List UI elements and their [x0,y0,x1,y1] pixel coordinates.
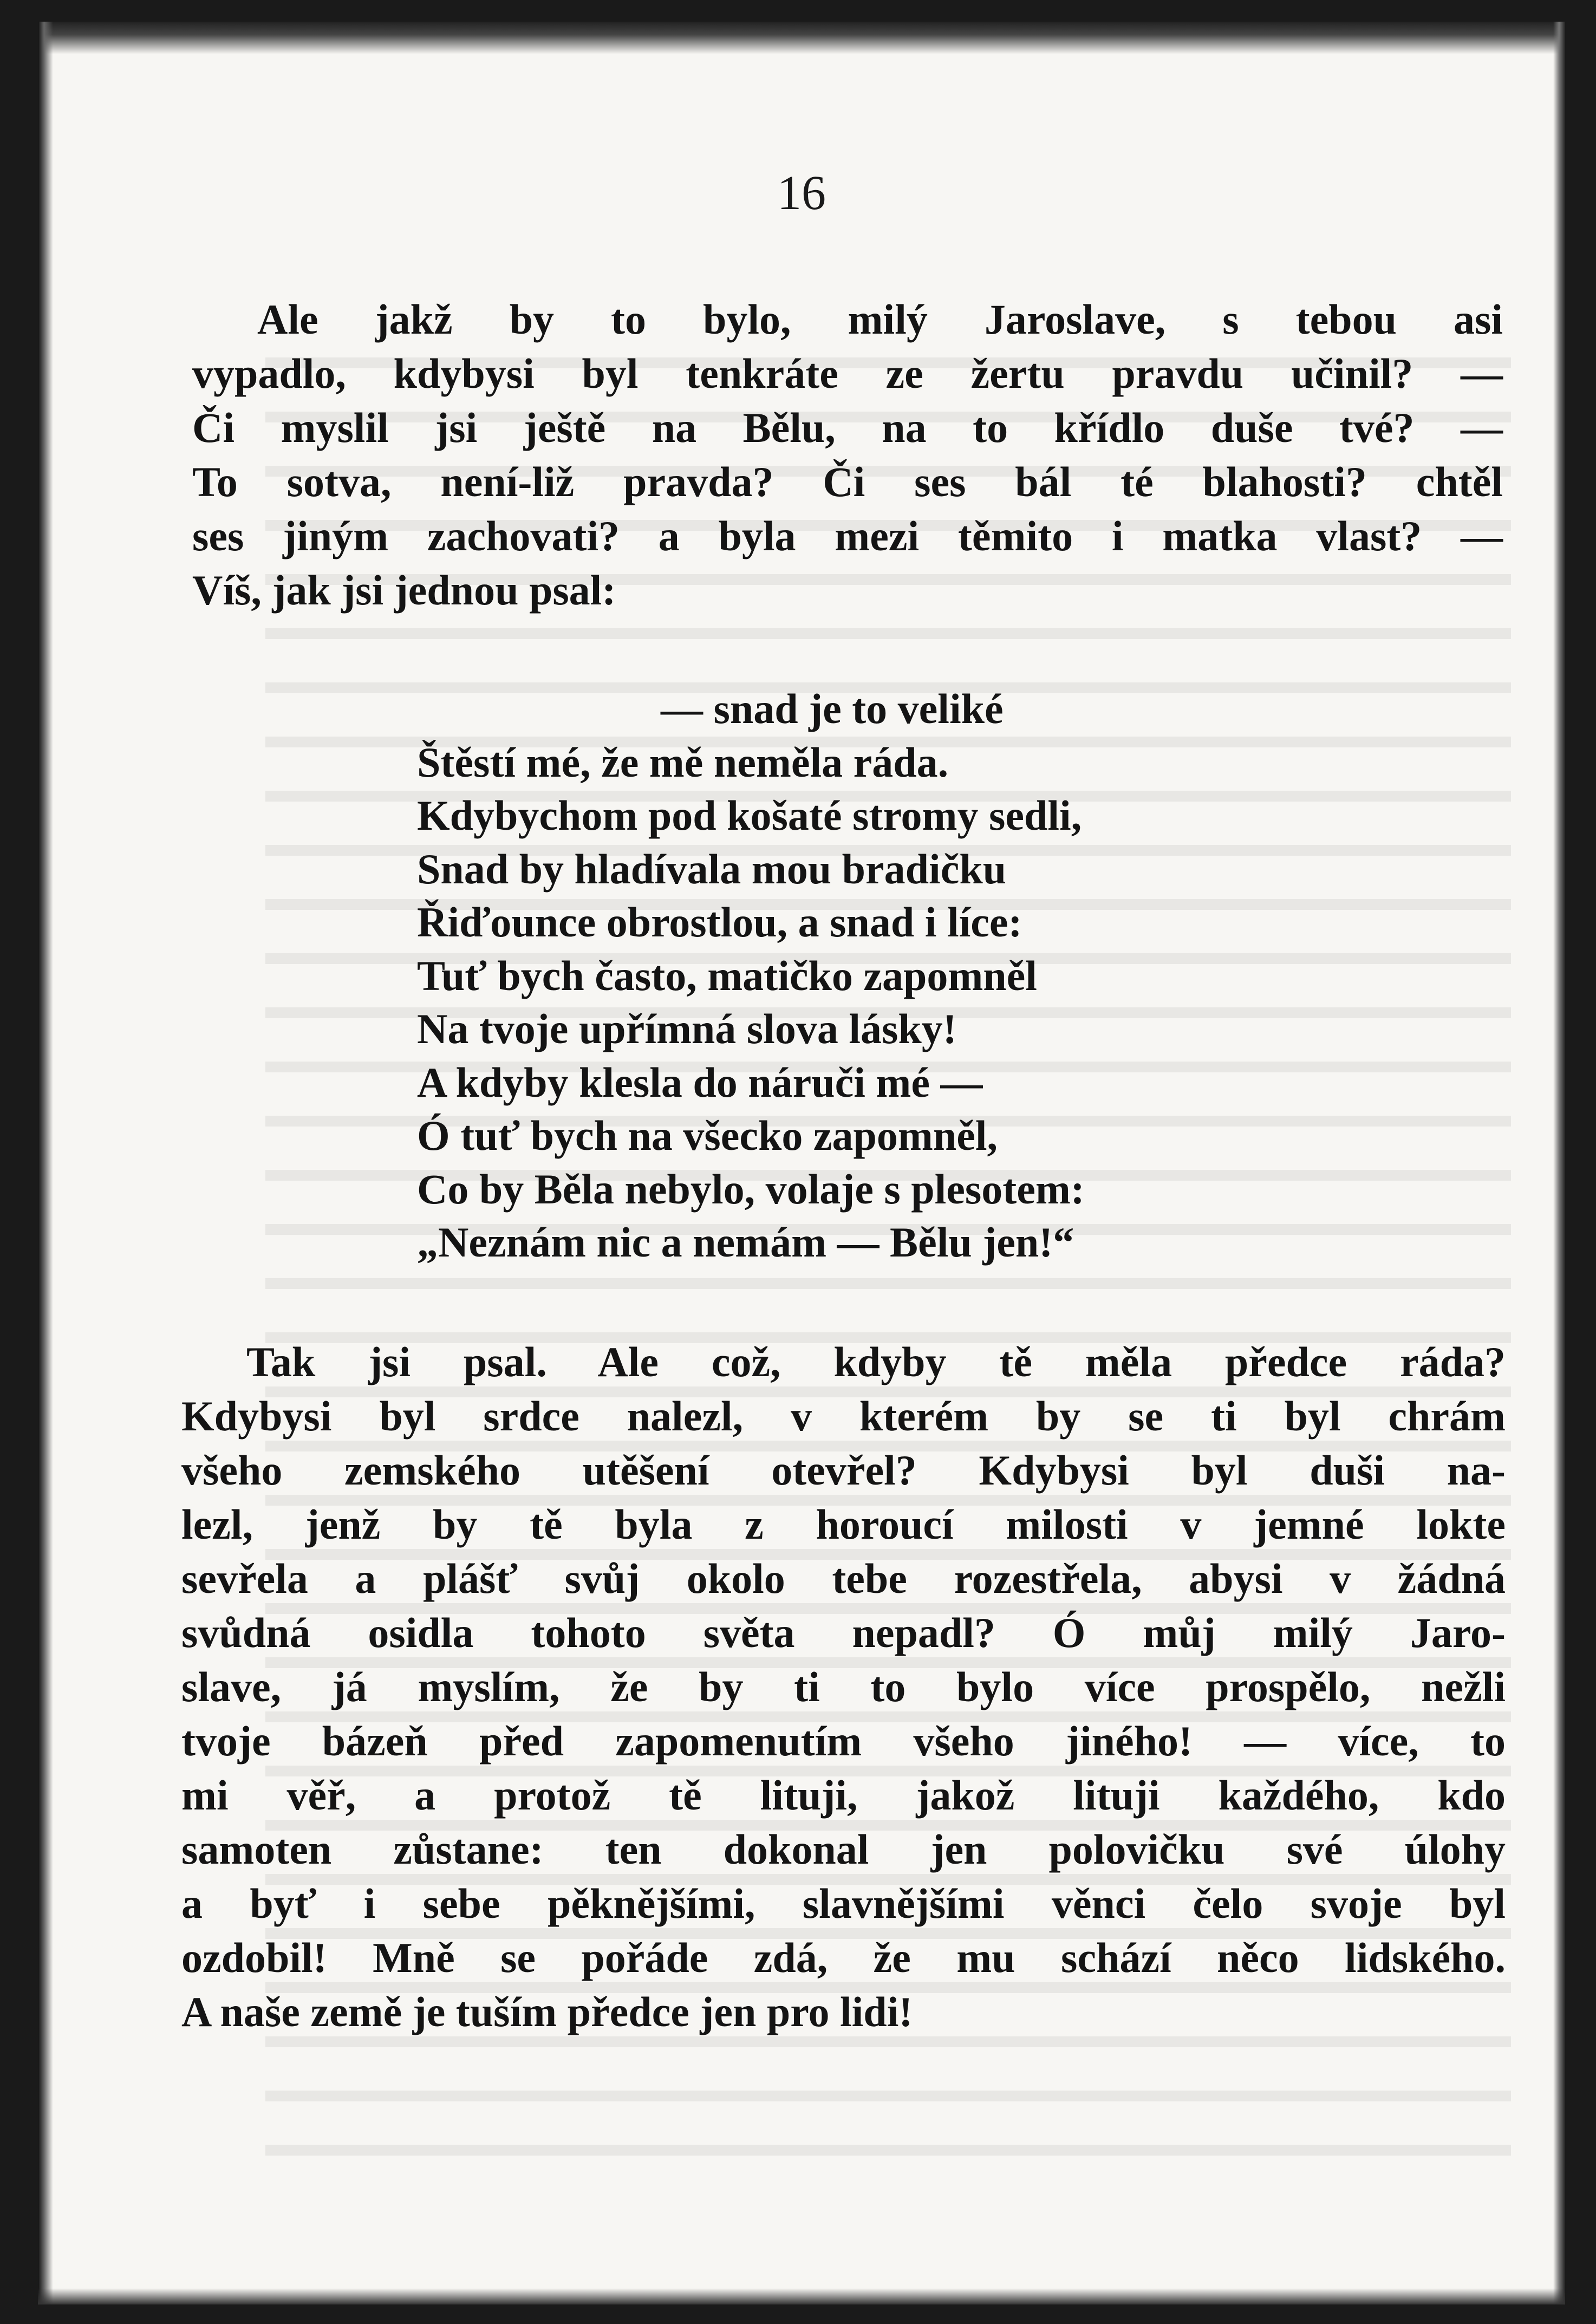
poem-line: „Neznám nic a nemám — Bělu jen!“ [417,1219,1074,1266]
scan-edge-right [1553,22,1565,2305]
text-line: A naše země je tuším předce jen pro lidi! [181,1988,913,2035]
book-page [38,22,1565,2305]
text-line: slave, já myslím, že by ti to bylo více prospělo, nežli [181,1663,1506,1710]
poem-line: Kdybychom pod košaté stromy sedli, [417,792,1082,839]
text-line: Či myslil jsi ještě na Bělu, na to křídlo duše tvé? — [192,404,1503,451]
text-line: samoten zůstane: ten dokonal jen polovičku své úlohy [181,1826,1506,1873]
paragraph-2 [181,1335,1506,2039]
text-line: a byť i sebe pěknějšími, slavnějšími věnci čelo svoje byl [181,1880,1506,1927]
scan-edge-top [38,22,1565,54]
text-line: Tak jsi psal. Ale což, kdyby tě měla předce ráda? [246,1338,1506,1385]
text-line: všeho zemského utěšení otevřel? Kdybysi byl duši na- [181,1447,1506,1494]
text-line: svůdná osidla tohoto světa nepadl? Ó můj milý Jaro- [181,1609,1506,1656]
poem-line: Štěstí mé, že mě neměla ráda. [417,738,949,786]
text-line: Kdybysi byl srdce nalezl, v kterém by se ti byl chrám [181,1392,1506,1440]
text-line: ses jiným zachovati? a byla mezi těmito i matka vlast? — [192,512,1503,559]
text-line: To sotva, není-liž pravda? Či ses bál té blahosti? chtěl [192,458,1503,505]
poem-line: Tuť bych často, matičko zapomněl [417,952,1037,999]
text-line: Ale jakž by to bylo, milý Jaroslave, s tebou asi [257,296,1503,343]
poem-line: Ó tuť bych na všecko zapomněl, [417,1112,998,1159]
text-line: sevřela a plášť svůj okolo tebe rozestřela, abysi v žádná [181,1555,1506,1602]
text-line: mi věř, a protož tě lituji, jakož lituji každého, kdo [181,1772,1506,1819]
page-number: 16 [777,166,826,220]
text-line: tvoje bázeň před zapomenutím všeho jiného! — více, to [181,1717,1506,1765]
poem [417,682,1392,1270]
poem-line: Co by Běla nebylo, volaje s plesotem: [417,1165,1085,1213]
scan-edge-left [38,22,53,2305]
poem-line: A kdyby klesla do náruči mé — [417,1058,983,1106]
text-line: vypadlo, kdybysi byl tenkráte ze žertu pravdu učinil? — [192,350,1503,397]
text-line: lezl, jenž by tě byla z horoucí milosti v jemné lokte [181,1501,1506,1548]
scan-edge-bottom [38,2288,1565,2305]
poem-line: Snad by hladívala mou bradičku [417,845,1007,893]
text-line: Víš, jak jsi jednou psal: [192,567,616,614]
poem-line: — snad je to veliké [661,685,1004,732]
poem-line: Řiďounce obrostlou, a snad i líce: [417,899,1022,946]
poem-line: Na tvoje upřímná slova lásky! [417,1005,957,1052]
paragraph-1 [192,292,1503,617]
text-line: ozdobil! Mně se pořáde zdá, že mu schází něco lidského. [181,1934,1506,1981]
